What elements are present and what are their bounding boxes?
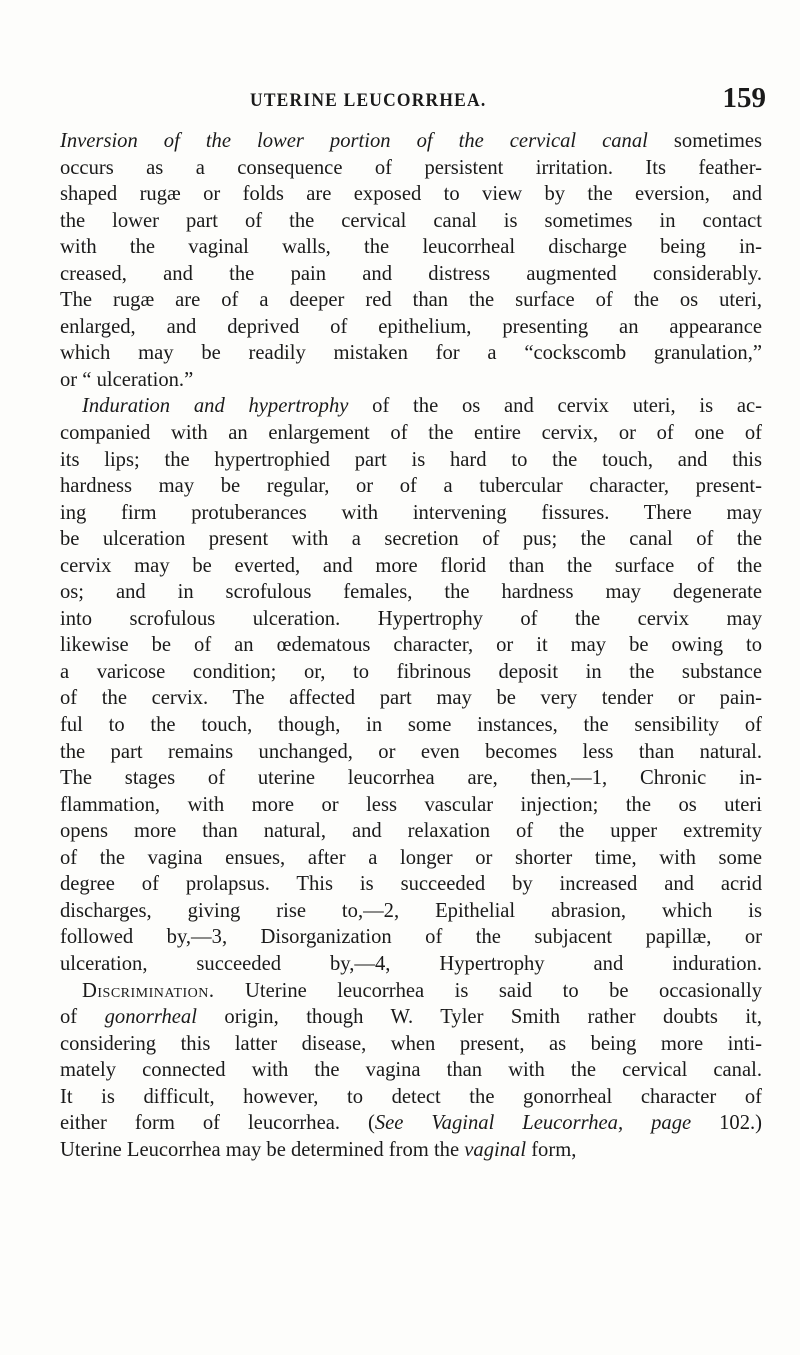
text-segment: hardness may be regular, or of a tubercular character, present- xyxy=(60,475,762,498)
text-segment: Uterine Leucorrhea may be determined from the xyxy=(60,1138,465,1161)
text-line xyxy=(60,526,762,553)
text-line xyxy=(60,234,762,261)
text-line xyxy=(60,287,762,314)
section-heading: Discrimination. xyxy=(82,979,215,1002)
text-line xyxy=(60,632,762,659)
text-segment: discharges, giving rise to,—2, Epithelial abrasion, which is xyxy=(60,899,762,922)
text-segment: be ulceration present with a secretion of pus; the canal of the xyxy=(60,528,762,551)
text-segment: followed by,—3, Disorganization of the subjacent papillæ, or xyxy=(60,926,762,949)
text-line xyxy=(60,579,762,606)
running-title: UTERINE LEUCORRHEA. xyxy=(250,90,487,111)
text-segment: a varicose condition; or, to fibrinous deposit in the substance xyxy=(60,660,762,683)
text-segment: ulceration, succeeded by,—4, Hypertrophy and induration. xyxy=(60,952,762,975)
text-segment: enlarged, and deprived of epithelium, presenting an appearance xyxy=(60,315,762,338)
text-segment: ful to the touch, though, in some instances, the sensibility of xyxy=(60,714,762,737)
text-segment: of the os and cervix uteri, is ac- xyxy=(348,395,762,418)
text-segment: or “ ulceration.” xyxy=(60,368,194,391)
text-segment: shaped rugæ or folds are exposed to view by the eversion, and xyxy=(60,183,762,206)
text-segment: of xyxy=(60,1006,105,1029)
text-line xyxy=(60,765,762,792)
text-line xyxy=(60,871,762,898)
text-line xyxy=(60,261,762,288)
text-segment: into scrofulous ulceration. Hypertrophy of the cervix may xyxy=(60,607,762,630)
text-line xyxy=(60,818,762,845)
text-line xyxy=(60,1031,762,1058)
text-segment: The stages of uterine leucorrhea are, then,—1, Chronic in- xyxy=(60,767,762,790)
text-line xyxy=(60,659,762,686)
text-segment: degree of prolapsus. This is succeeded by increased and acrid xyxy=(60,873,762,896)
text-line xyxy=(60,314,762,341)
text-line xyxy=(60,739,762,766)
text-segment: likewise be of an œdematous character, or it may be owing to xyxy=(60,634,762,657)
text-segment: form, xyxy=(526,1138,577,1161)
text-segment: its lips; the hypertrophied part is hard to the touch, and this xyxy=(60,448,762,471)
text-line xyxy=(60,845,762,872)
text-line xyxy=(60,155,762,182)
text-line xyxy=(60,553,762,580)
text-segment: the lower part of the cervical canal is sometimes in contact xyxy=(60,209,762,232)
text-line xyxy=(60,1057,762,1084)
text-segment: of the cervix. The affected part may be very tender or pain- xyxy=(60,687,762,710)
text-segment: the part remains unchanged, or even becomes less than natural. xyxy=(60,740,762,763)
text-line xyxy=(60,500,762,527)
text-segment: flammation, with more or less vascular injection; the os uteri xyxy=(60,793,762,816)
running-head xyxy=(60,82,766,122)
text-segment: It is difficult, however, to detect the gonorrheal character of xyxy=(60,1085,762,1108)
text-segment: See Vaginal Leucorrhea, page xyxy=(374,1112,692,1135)
text-segment: creased, and the pain and distress augmented considerably. xyxy=(60,262,762,285)
text-line xyxy=(60,792,762,819)
text-line xyxy=(60,340,762,367)
text-segment: Induration and hypertrophy xyxy=(82,395,349,418)
page-number: 159 xyxy=(722,82,766,114)
text-segment: Uterine leucorrhea is said to be occasionally xyxy=(214,979,762,1002)
text-segment: origin, though W. Tyler Smith rather doubts it, xyxy=(196,1006,762,1029)
text-segment: opens more than natural, and relaxation of the upper extremity xyxy=(60,820,762,843)
text-line xyxy=(60,447,762,474)
text-line xyxy=(60,393,762,420)
text-line xyxy=(60,951,762,978)
text-line xyxy=(60,1004,762,1031)
text-line xyxy=(60,1137,762,1164)
text-line xyxy=(60,924,762,951)
text-line xyxy=(60,712,762,739)
text-line xyxy=(60,420,762,447)
body-text xyxy=(60,128,762,1163)
text-segment: with the vaginal walls, the leucorrheal discharge being in- xyxy=(60,236,762,259)
text-line xyxy=(60,978,762,1005)
text-segment: considering this latter disease, when present, as being more inti- xyxy=(60,1032,762,1055)
text-segment: vaginal xyxy=(464,1138,527,1161)
text-segment: The rugæ are of a deeper red than the surface of the os uteri, xyxy=(60,289,762,312)
text-line xyxy=(60,898,762,925)
text-line xyxy=(60,1110,762,1137)
text-line xyxy=(60,606,762,633)
text-segment: companied with an enlargement of the entire cervix, or of one of xyxy=(60,422,762,445)
text-segment: 102.) xyxy=(691,1112,763,1135)
text-segment: sometimes xyxy=(647,130,762,152)
text-segment: gonorrheal xyxy=(104,1006,197,1029)
text-segment: os; and in scrofulous females, the hardness may degenerate xyxy=(60,581,762,604)
text-line xyxy=(60,473,762,500)
text-line xyxy=(60,1084,762,1111)
text-line xyxy=(60,128,762,155)
text-segment: ing firm protuberances with intervening fissures. There may xyxy=(60,501,762,524)
text-segment: either form of leucorrhea. ( xyxy=(60,1112,375,1135)
text-segment: occurs as a consequence of persistent irritation. Its feather- xyxy=(60,156,762,179)
text-segment: Inversion of the lower portion of the cervical canal xyxy=(60,130,648,152)
text-line xyxy=(60,181,762,208)
text-line xyxy=(60,367,762,394)
text-line xyxy=(60,685,762,712)
text-segment: cervix may be everted, and more florid than the surface of the xyxy=(60,554,762,577)
text-line xyxy=(60,208,762,235)
text-segment: which may be readily mistaken for a “cockscomb granulation,” xyxy=(60,342,762,365)
text-segment: mately connected with the vagina than with the cervical canal. xyxy=(60,1059,762,1082)
text-segment: of the vagina ensues, after a longer or shorter time, with some xyxy=(60,846,762,869)
